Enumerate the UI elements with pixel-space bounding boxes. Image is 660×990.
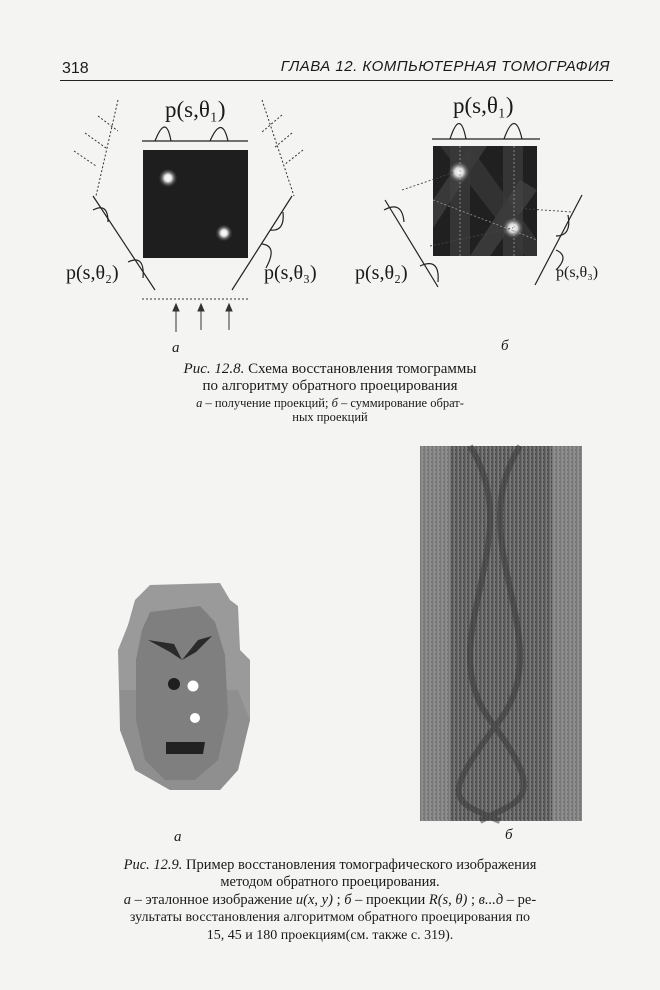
line3-c: в...д [478,892,504,908]
proj-label-theta1-a: p(s,θ₁) [165,97,226,122]
bright-spot-2 [215,224,233,242]
proj-label-theta1-b: p(s,θ₁) [453,93,514,118]
fig12-8-panel-a [74,100,303,332]
mouth [166,742,205,754]
left-eye [168,678,180,690]
proj-label-theta3-b: p(s,θ₃) [556,264,599,281]
fig12-9-caption-line5: 15, 45 и 180 проекциям(см. также с. 319). [206,928,454,943]
fig12-8-panel-b [384,124,582,288]
fig12-8-caption [0,361,660,378]
fig12-9-caption-text: Пример восстановления томографического изображения [186,857,537,873]
line3-a-text: – эталонное изображение [131,892,296,908]
line3-sep1: ; [332,892,345,908]
line3-b: б [344,892,352,908]
fig12-8-label-b: б [501,338,509,354]
fig12-8-note [0,396,660,411]
fig12-9-caption [0,856,660,874]
header-rule [60,80,613,81]
fig12-9-panel-b [420,446,582,821]
bright-spot-1 [158,168,178,188]
fig12-9-caption-label: Рис. 12.9. [123,857,183,873]
running-head: ГЛАВА 12. КОМПЬЮТЕРНАЯ ТОМОГРАФИЯ [280,58,610,75]
fig12-9-label-b: б [505,827,513,843]
projection-peak-top-1 [155,127,171,141]
note-label-a: а [196,396,203,410]
phantom-square-a [143,150,248,258]
line3-R: R(s, θ) [428,892,468,908]
proj-label-theta3-a: p(s,θ₃) [264,262,317,284]
fig12-8-caption-line2: по алгоритму обратного проецирования [202,378,458,394]
nose-dot [190,713,200,723]
proj-label-theta2-b: p(s,θ₂) [355,262,408,284]
fig12-9-caption-line3 [0,891,660,909]
fig12-9-caption-line2: методом обратного проецирования. [220,874,440,890]
reconstructed-spot-1 [448,161,470,183]
fig12-9-panel-a [118,583,250,790]
fig12-8-caption-text: Схема восстановления томограммы [248,361,477,377]
figures-canvas [0,90,660,850]
proj-label-theta2-a: p(s,θ₂) [66,262,119,284]
fig12-9-caption-line4: зультаты восстановления алгоритмом обратного проецирования по [129,910,531,925]
line3-sep2: ; [467,892,479,908]
fig12-8-label-a: а [172,340,180,356]
line3-c-text: – ре- [503,892,537,908]
page-number: 318 [62,60,89,77]
note-text-a: – получение проекций; [202,396,332,410]
note-label-b: б [331,396,338,410]
fig12-9-label-a: а [174,829,182,845]
projection-peak-top-2 [210,128,228,142]
note-text-b: – суммирование обрат- [337,396,464,410]
fig12-8-caption-label: Рис. 12.8. [183,361,245,377]
line3-a: а [123,892,132,908]
line3-u: u(x, y) [295,892,333,908]
fig12-8-note-line2: ных проекций [292,410,368,424]
line3-b-text: – проекции [351,892,429,908]
right-eye [188,681,199,692]
